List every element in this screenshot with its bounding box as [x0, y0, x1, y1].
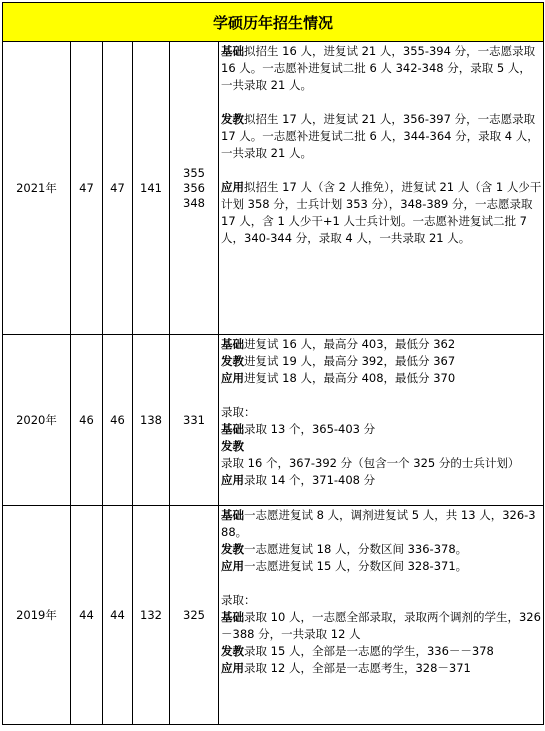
- paragraph-gap: [221, 387, 542, 404]
- detail-paragraph: [221, 404, 542, 421]
- detail-paragraph: [221, 609, 542, 643]
- score-line-cell: [170, 42, 219, 335]
- count-cell-2: 46: [103, 335, 133, 506]
- detail-paragraph: [221, 438, 542, 472]
- detail-text: 录取 12 人，全部是一志愿考生，328－371: [244, 661, 471, 675]
- paragraph-gap: [221, 162, 542, 179]
- program-label: 应用: [221, 661, 244, 675]
- admissions-table: [2, 2, 544, 725]
- total-cell: 138: [133, 335, 170, 506]
- score-line-value: 356: [183, 180, 205, 195]
- detail-text: 录取 16 个，367-392 分（包含一个 325 分的士兵计划）: [221, 456, 520, 470]
- detail-text: 一志愿进复试 15 人，分数区间 328-371。: [244, 559, 468, 573]
- table-row: [3, 335, 544, 506]
- program-label: 基础: [221, 337, 244, 351]
- detail-text: 拟招生 16 人，进复试 21 人，355-394 分，一志愿录取 16 人。一志愿补进复试二批 6 人 342-348 分，录取 5 人，一共录取 21 人。: [221, 44, 536, 92]
- score-line-value: 331: [183, 412, 205, 427]
- detail-paragraph: [221, 111, 542, 162]
- count-cell-2: 44: [103, 506, 133, 725]
- detail-text: 录取 15 人，全部是一志愿的学生，336－－378: [244, 644, 494, 658]
- detail-paragraph: [221, 660, 542, 677]
- program-label: 基础: [221, 422, 244, 436]
- detail-cell: [219, 335, 544, 506]
- detail-paragraph: [221, 336, 542, 353]
- year-cell: 2019年: [3, 506, 71, 725]
- program-label: 发教: [221, 439, 244, 453]
- table-body: [3, 42, 544, 725]
- detail-paragraph: [221, 179, 542, 247]
- program-label: 基础: [221, 610, 244, 624]
- detail-text: 录取 10 人，一志愿全部录取，录取两个调剂的学生，326－388 分，一共录取 12 人: [221, 610, 541, 641]
- detail-text: 一志愿进复试 8 人，调剂进复试 5 人，共 13 人，326-388。: [221, 508, 536, 539]
- program-label: 发教: [221, 542, 244, 556]
- detail-paragraph: [221, 507, 542, 541]
- count-cell-2: 47: [103, 42, 133, 335]
- count-cell-1: 47: [71, 42, 103, 335]
- detail-text: 拟招生 17 人，进复试 21 人，356-397 分，一志愿录取 17 人。一志愿补进复试二批 6 人，344-364 分，录取 4 人，一共录取 21 人。: [221, 112, 539, 160]
- total-cell: 132: [133, 506, 170, 725]
- program-label: 基础: [221, 508, 244, 522]
- detail-text: 录取 13 个，365-403 分: [244, 422, 376, 436]
- program-label: 发教: [221, 644, 244, 658]
- detail-paragraph: [221, 558, 542, 575]
- detail-paragraph: [221, 472, 542, 489]
- score-line-value: 325: [183, 607, 205, 622]
- program-label: 应用: [221, 371, 244, 385]
- score-line-cell: [170, 335, 219, 506]
- detail-text: 进复试 18 人，最高分 408，最低分 370: [244, 371, 456, 385]
- detail-text: 录取：: [221, 593, 256, 607]
- detail-paragraph: [221, 592, 542, 609]
- detail-paragraph: [221, 421, 542, 438]
- detail-paragraph: [221, 43, 542, 94]
- detail-text: 一志愿进复试 18 人，分数区间 336-378。: [244, 542, 468, 556]
- detail-paragraph: [221, 370, 542, 387]
- program-label: 应用: [221, 473, 244, 487]
- detail-cell: [219, 42, 544, 335]
- detail-cell: [219, 506, 544, 725]
- count-cell-1: 44: [71, 506, 103, 725]
- detail-text: 拟招生 17 人（含 2 人推免），进复试 21 人（含 1 人少干计划 358 分，士兵计划 353 分），348-389 分，一志愿录取 17 人，含 1 人少干+1 人士兵计划。一志愿补进复试二批 7 人，340-344 分，录取 4 人，一共录取 21 人。: [221, 180, 542, 245]
- paragraph-gap: [221, 575, 542, 592]
- program-label: 发教: [221, 354, 244, 368]
- score-line-value: 348: [183, 195, 205, 210]
- detail-text: 进复试 16 人，最高分 403，最低分 362: [244, 337, 456, 351]
- year-cell: 2021年: [3, 42, 71, 335]
- score-line-cell: [170, 506, 219, 725]
- score-line-value: 355: [183, 165, 205, 180]
- detail-text: 录取 14 个，371-408 分: [244, 473, 376, 487]
- table-row: [3, 506, 544, 725]
- count-cell-1: 46: [71, 335, 103, 506]
- detail-text: 进复试 19 人，最高分 392，最低分 367: [244, 354, 456, 368]
- table-title: 学硕历年招生情况: [3, 3, 544, 42]
- program-label: 应用: [221, 180, 244, 194]
- program-label: 基础: [221, 44, 244, 58]
- program-label: 应用: [221, 559, 244, 573]
- table-row: [3, 42, 544, 335]
- detail-text: 录取：: [221, 405, 256, 419]
- detail-paragraph: [221, 643, 542, 660]
- detail-paragraph: [221, 541, 542, 558]
- paragraph-gap: [221, 94, 542, 111]
- year-cell: 2020年: [3, 335, 71, 506]
- detail-paragraph: [221, 353, 542, 370]
- total-cell: 141: [133, 42, 170, 335]
- program-label: 发教: [221, 112, 244, 126]
